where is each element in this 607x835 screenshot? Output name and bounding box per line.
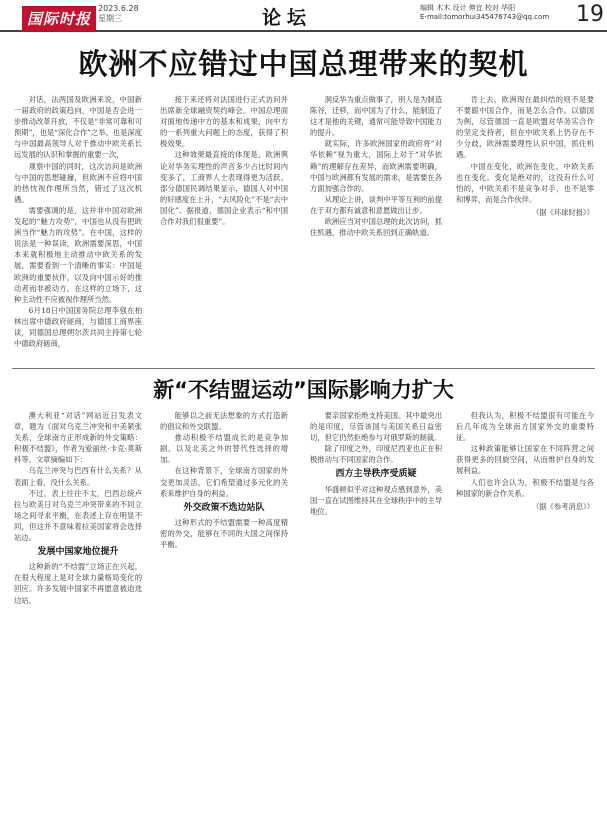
paragraph: 对话，法两国及欧洲来说，中国新一届政府的政策趋向，中国是否会进一步推动改革开放，不仅是“非常可靠和可预期”，也是“深化合作”之举。也是深度与中国最高领导人对于推动中欧关系长远发展的认识和掌握的重要一次， xyxy=(14,95,142,160)
article1-column-2 xyxy=(160,94,288,366)
paragraph: 就实际，许多欧洲国家的政府将“对华依赖”视为重大，国际上对于“对华依赖”的理解存在差异，而欧洲需要明确，中国与欧洲都有发展的需求，是需要在各方面加强合作的。 xyxy=(310,139,442,193)
paragraph: 欧洲应当对中国总理的此次访问，抓住机遇，推动中欧关系回到正确轨道。 xyxy=(310,217,442,238)
paragraph: 乌克兰冲突与巴西有什么关系？从表面上看，没什么关系。 xyxy=(14,466,142,487)
subheading: 发展中国家地位提升 xyxy=(37,547,119,558)
paragraph: 推动积极不结盟成长的是竞争加剧，以及北美之外的替代性选择的增加。 xyxy=(160,433,288,465)
paragraph: 需要强调的是，这并非中国对欧洲发起的“魅力攻势”，中国也从没有把欧洲当作“魅力的攻势”。在中国，这样的说法是一种误读，欧洲需要深思，中国本来就积极地主动推动中欧关系的发展，需要看到一个清晰的事实：中国是欧洲的重要伙伴，以及向中国示好的推动者而非被动方，在这样的立场下，这种主动性不应被视作理所当然。 xyxy=(14,205,142,304)
page-number: 19 xyxy=(576,2,604,27)
paragraph: 在这种背景下，全球南方国家的外交更加灵活，它们希望通过多元化的关系来维护自身的利益。 xyxy=(160,466,288,498)
subheading: 西方主导秩序受质疑 xyxy=(335,469,417,480)
paragraph: 但我认为，积极不结盟很有可能在今后几年成为全球南方国家外交的重要特征。 xyxy=(456,411,594,443)
paragraph: 这种新的“不结盟”立场正在兴起，在很大程度上是对全球力量格局变化的回应。许多发展中国家不再愿意被迫选边站。 xyxy=(14,562,142,605)
article1-headline: 欧洲不应错过中国总理带来的契机 xyxy=(78,47,529,81)
paragraph: 要亲国家拒绝支持美国。其中最突出的是印度，尽管该国与美国关系日益密切，但它仍然拒绝参与对俄罗斯的制裁。 xyxy=(310,411,442,443)
article2-column-2 xyxy=(160,410,288,828)
paragraph: 这种形式的不结盟需要一种高度精密的外交，能够在不同的大国之间保持平衡。 xyxy=(160,517,288,550)
section-title: 论坛 xyxy=(262,7,313,29)
article2-column-3 xyxy=(310,410,442,828)
paragraph: 观察中国的同时，这次访问是欧洲与中国的思想碰撞，但欧洲不应将中国的热忱视作理所当然，错过了这次机遇。 xyxy=(14,161,142,204)
masthead xyxy=(0,0,607,32)
paragraph: 澳大利亚“对话”网站近日发表文章，题为《面对乌克兰冲突和中美紧张关系，全球南方正形成新的外交策略：积极不结盟》，作者为爱丽丝·卡克·莫斯科等。文章摘编如下： xyxy=(14,411,142,465)
article1-column-4 xyxy=(456,94,594,366)
section-divider xyxy=(12,368,595,369)
paragraph: 这种政策能够让国家在不同阵营之间获得更多的回旋空间，从而维护自身的发展利益。 xyxy=(456,444,594,476)
paragraph: 肯上去，欧洲现在最纠结的则不是要不要跟中国合作，而是怎么合作。以德国为例，尽管德国一直是欧盟对华务实合作的坚定支持者，但在中欧关系上仍存在不少分歧，欧洲需要理性认识中国，抓住机遇。 xyxy=(456,95,594,160)
article1-column-3 xyxy=(310,94,442,366)
article2-column-4 xyxy=(456,410,594,828)
paragraph: 接下来还将对法国进行正式访问并出席新全球融资契约峰会。中国总理面对面地传递中方的基本和成果，向中方的一系列重大问题上的态度，获得了积极效果。 xyxy=(160,95,288,149)
issue-date xyxy=(98,4,139,24)
paragraph: 洞反华为重点做事了，别人是为制造陈谷，迁移，而中国为了什么，能制造了这才是他的关键，通常可能导致中国能力的提升。 xyxy=(310,95,442,138)
article1-column-1 xyxy=(14,94,142,366)
paragraph: 能够以之前无法想象的方式打造新的倡议和外交联盟。 xyxy=(160,411,288,432)
editors-line: 编辑 木木 设计 伸宜 校对 华阳 xyxy=(420,4,516,12)
article1-source-credit: （据《环球时报》） xyxy=(531,207,594,217)
article2-headline: 新“不结盟运动”国际影响力扩大 xyxy=(153,378,454,402)
weekday-text: 星期三 xyxy=(98,14,122,23)
subheading: 外交政策不选边站队 xyxy=(183,502,265,513)
date-text: 2023.6.28 xyxy=(98,4,139,13)
editor-credits xyxy=(420,4,549,22)
paragraph: 中国在变化，欧洲在变化，中欧关系也在变化。变化是绝对的，这没有什么可怕的，中欧关系不是竞争对手，也不是零和博弈，而是合作伙伴。 xyxy=(456,161,594,204)
paragraph: 6月18日中国国务院总理李强在柏林出席中德政府磋商，与德国工商界座谈，同德国总理朔尔茨共同主持第七轮中德政府磋商， xyxy=(14,305,142,349)
paragraph: 不过，表上往往不太，巴西总统卢拉与欧美日对乌克兰冲突带来的不同立场之间寻求平衡，在表述上存在明显不同，但这并不意味着拉美国家将会选择站边。 xyxy=(14,488,142,543)
article2-source-credit: （据《参考消息》） xyxy=(531,501,594,511)
newspaper-logo: 国际时报 xyxy=(22,6,96,31)
article2-column-1 xyxy=(14,410,142,828)
paragraph: 除了印度之外，印度尼西亚也正在积极推动与不同国家的合作。 xyxy=(310,444,442,465)
paragraph: 这种效果最直接的体现是，欧洲舆论对华务实理性的声音多少占比时间内变多了，工商界人士表现得更为活跃。部分德国民调结果显示，德国人对中国的好感度在上升，“去风险化”不是“去中国化”。据报道，德国企业表示“和中国合作对我们很重要”。 xyxy=(160,150,288,227)
email-line: E-mail:tomorhui345476743@qq.com xyxy=(420,13,550,21)
paragraph: 人们也许会认为，积极不结盟是与各种国家的新合作关系。 xyxy=(456,477,594,498)
paragraph: 从理论上讲，谈判中平等互利的前提在于双方都有诚意和意愿做出让步。 xyxy=(310,194,442,215)
paragraph: 华盛顿似乎对这种观点感到意外，美国一直在试图维持其在全球秩序中的主导地位。 xyxy=(310,484,442,516)
